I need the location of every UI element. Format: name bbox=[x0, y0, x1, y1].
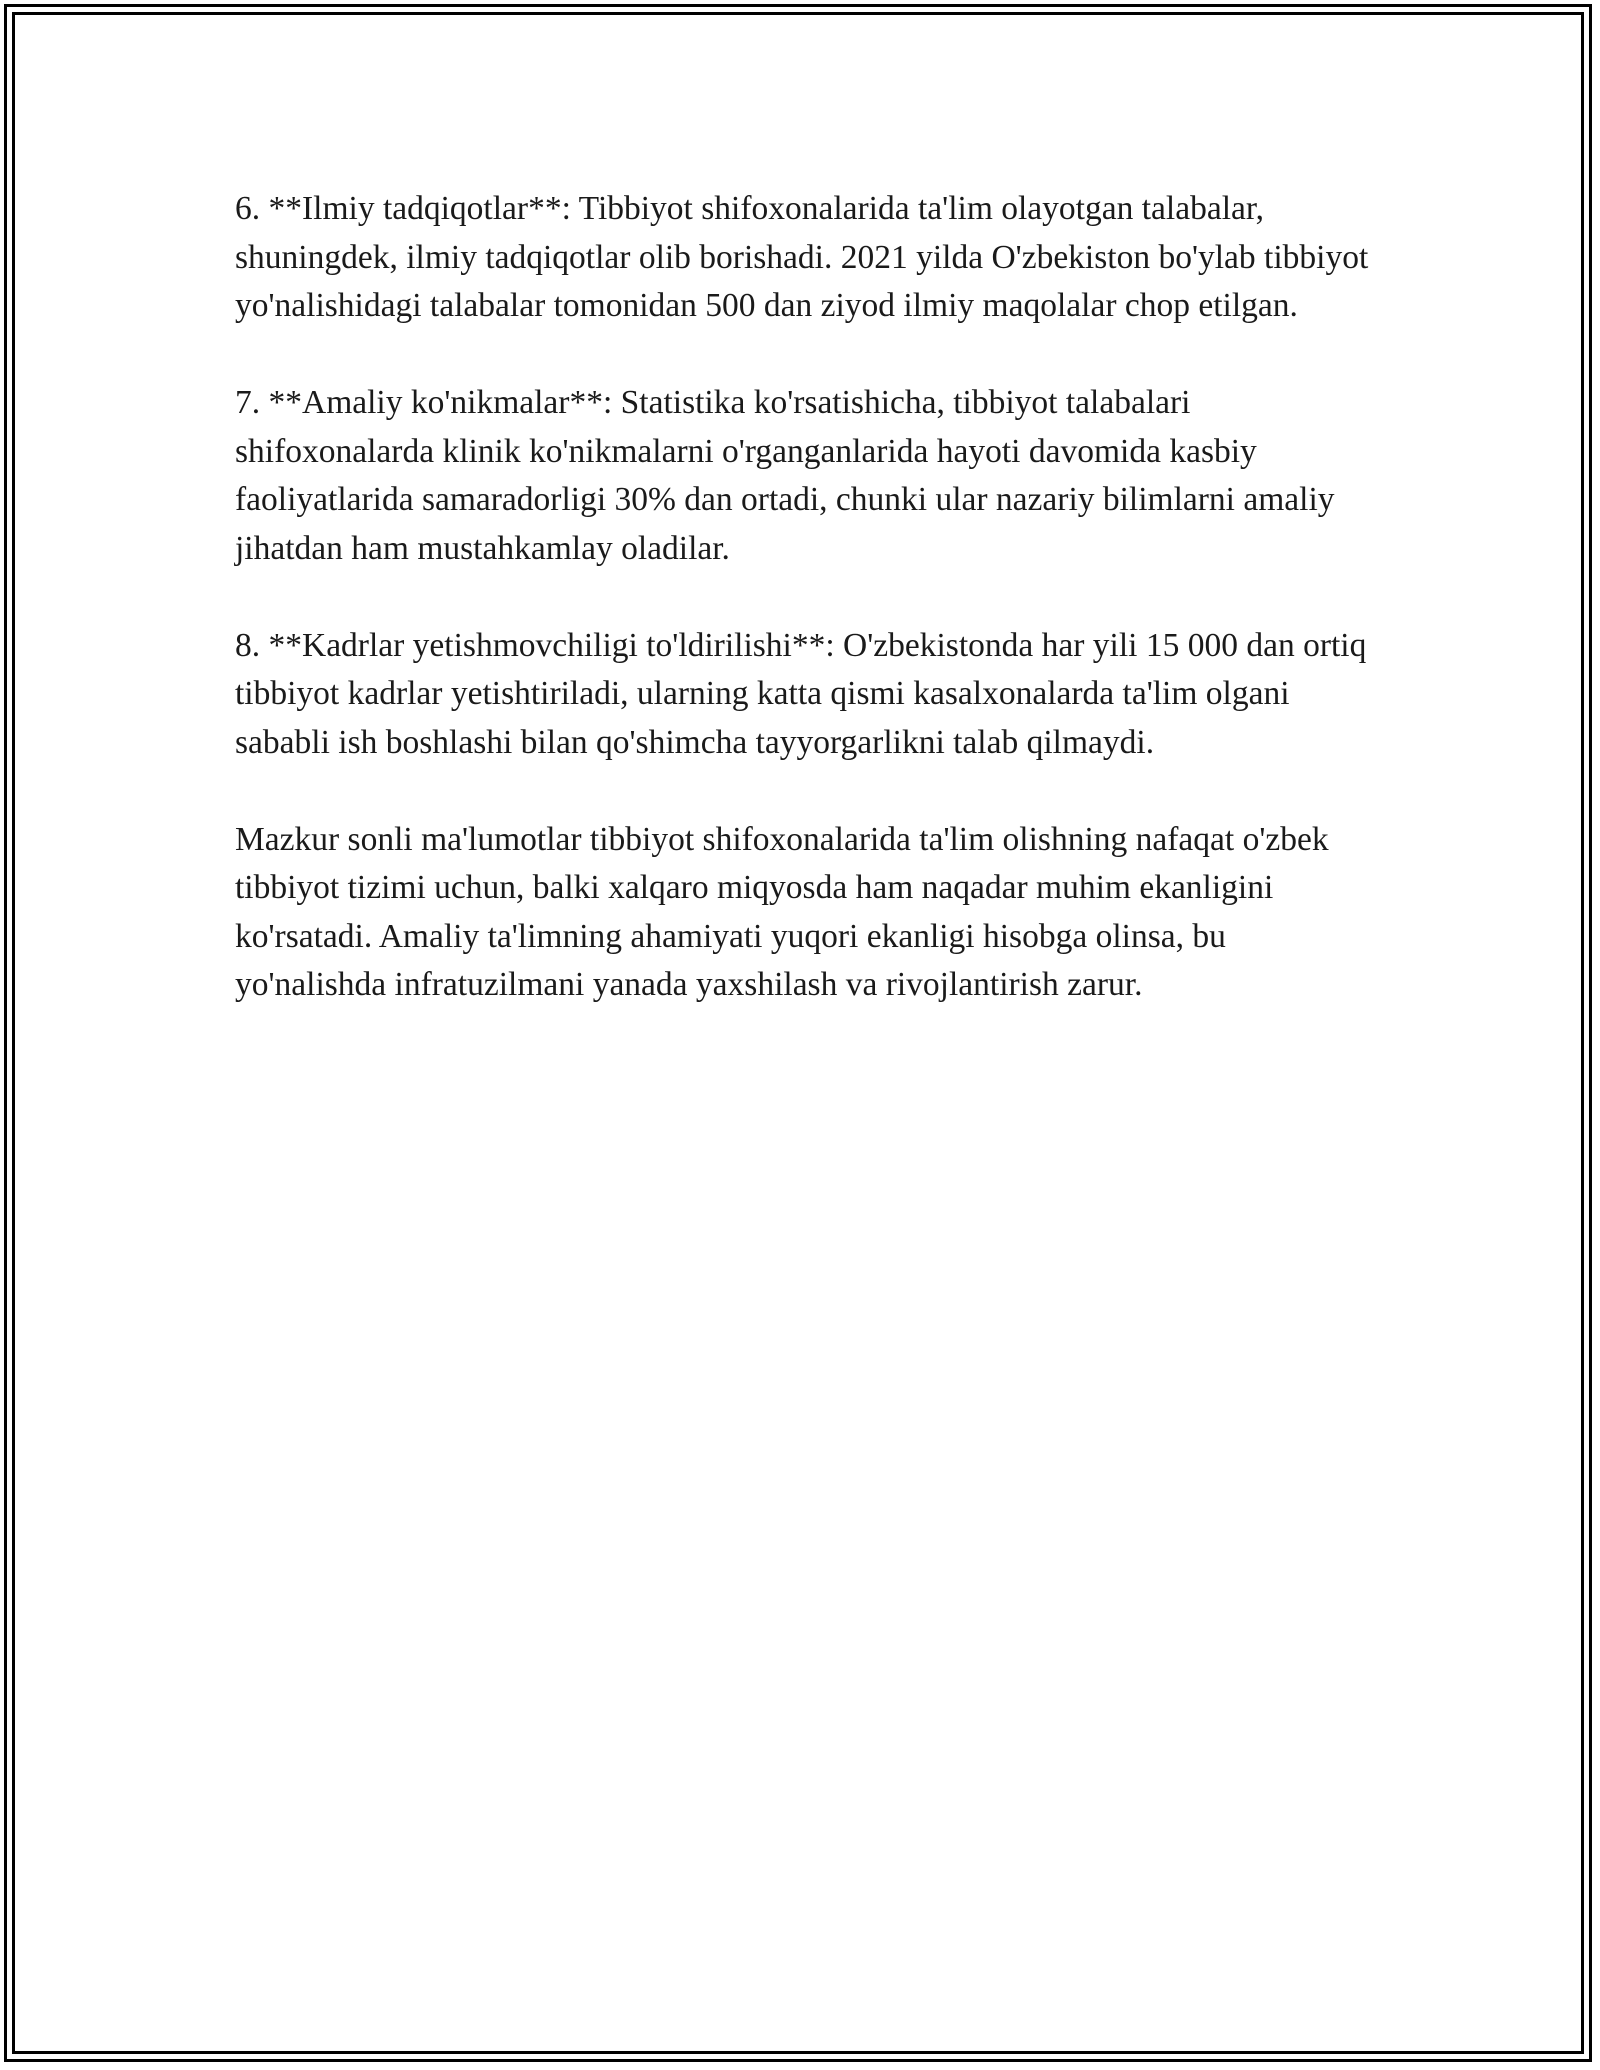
paragraph-ilmiy-tadqiqotlar: 6. **Ilmiy tadqiqotlar**: Tibbiyot shifoxonalarida ta'lim olayotgan talabalar, shuningdek, ilmiy tadqiqotlar olib borishadi. 2021 yilda O'zbekiston bo'ylab tibbiyot yo'nalishidagi talabalar tomonidan 500 dan ziyod ilmiy maqolalar chop etilgan. bbox=[235, 190, 1369, 324]
paragraph-kadrlar-yetishmovchiligi: 8. **Kadrlar yetishmovchiligi to'ldirilishi**: O'zbekistonda har yili 15 000 dan ortiq tibbiyot kadrlar yetishtiriladi, ularning katta qismi kasalxonalarda ta'lim olgani sababli ish boshlashi bilan qo'shimcha tayyorgarlikni talab qilmaydi. bbox=[235, 626, 1367, 761]
document-body bbox=[235, 185, 1385, 1058]
paragraph-conclusion: Mazkur sonli ma'lumotlar tibbiyot shifoxonalarida ta'lim olishning nafaqat o'zbek tibbiyot tizimi uchun, balki xalqaro miqyosda ham naqadar muhim ekanligini ko'rsatadi. Amaliy ta'limning ahamiyati yuqori ekanligi hisobga olinsa, bu yo'nalishda infratuzilmani yanada yaxshilash va rivojlantirish zarur. bbox=[235, 820, 1329, 1003]
paragraph-amaliy-konikmalar: 7. **Amaliy ko'nikmalar**: Statistika ko'rsatishicha, tibbiyot talabalari shifoxonalarda klinik ko'nikmalarni o'rganganlarida hayoti davomida kasbiy faoliyatlarida samaradorligi 30% dan ortadi, chunki ular nazariy bilimlarni amaliy jihatdan ham mustahkamlay oladilar. bbox=[235, 384, 1335, 567]
